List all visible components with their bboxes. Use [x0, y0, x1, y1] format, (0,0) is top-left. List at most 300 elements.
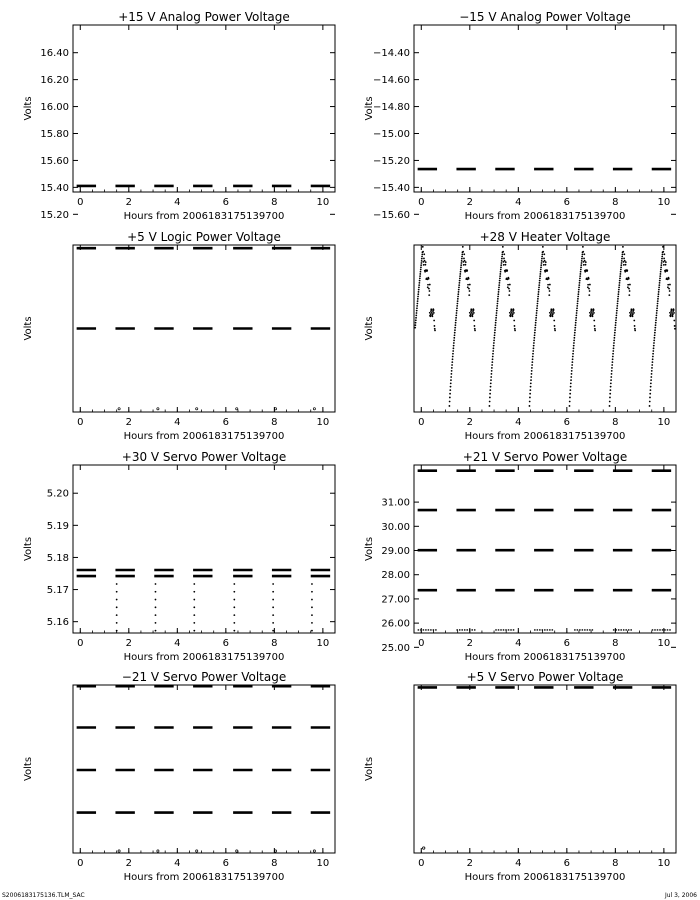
data-point: [577, 303, 579, 305]
data-point: [498, 284, 500, 286]
data-point: [630, 313, 632, 315]
data-point: [673, 312, 675, 314]
data-point: [591, 309, 593, 311]
data-point: [573, 345, 575, 347]
data-point: [535, 314, 537, 316]
data-point: [571, 373, 573, 375]
data-point: [658, 293, 660, 295]
data-point: [619, 282, 621, 284]
data-point: [490, 379, 492, 381]
data-point: [537, 296, 539, 298]
x-tick-label: 8: [612, 417, 619, 428]
data-point: [573, 340, 575, 342]
data-point: [633, 320, 635, 322]
footer-date: Jul 3, 2006: [664, 892, 697, 899]
data-point: [503, 258, 505, 260]
data-point: [554, 325, 556, 327]
data-point: [497, 296, 499, 298]
data-point: [612, 358, 614, 360]
data-point: [618, 284, 620, 286]
data-point: [311, 591, 313, 593]
data-point: [155, 606, 157, 608]
x-tick-label: 6: [222, 417, 230, 428]
data-point: [614, 337, 616, 339]
data-point: [579, 280, 581, 282]
data-point: [450, 386, 452, 388]
data-point: [501, 256, 503, 258]
data-point: [193, 606, 195, 608]
data-point: [474, 325, 476, 327]
x-axis-label: Hours from 2006183175139700: [123, 872, 285, 883]
data-point: [585, 261, 587, 263]
data-point: [420, 264, 422, 266]
data-point: [193, 583, 195, 585]
data-point: [673, 320, 675, 322]
data-point: [572, 358, 574, 360]
data-point: [433, 309, 435, 311]
data-point: [495, 317, 497, 319]
x-axis-label: Hours from 2006183175139700: [123, 211, 285, 222]
data-point: [658, 284, 660, 286]
chart-title: +21 V Servo Power Voltage: [462, 450, 628, 464]
data-point: [428, 288, 430, 290]
data-point: [580, 269, 582, 271]
data-point: [617, 298, 619, 300]
y-tick-label: 16.20: [40, 75, 69, 87]
data-point: [532, 350, 534, 352]
data-point: [548, 278, 550, 280]
chart-title: +30 V Servo Power Voltage: [121, 450, 287, 464]
data-point: [670, 315, 672, 317]
data-point: [653, 345, 655, 347]
data-point: [548, 288, 550, 290]
data-point: [500, 266, 502, 268]
data-point: [571, 370, 573, 372]
data-point: [460, 271, 462, 273]
data-point: [498, 286, 500, 288]
data-point: [509, 284, 511, 286]
data-point: [417, 300, 419, 302]
data-point: [583, 264, 585, 266]
data-point: [502, 251, 504, 253]
y-axis-label: Volts: [364, 96, 375, 121]
data-point: [672, 313, 674, 315]
data-point: [581, 253, 583, 255]
data-point: [654, 334, 656, 336]
data-point: [571, 364, 573, 366]
data-point: [421, 258, 423, 260]
y-tick-label: 30.00: [381, 521, 410, 533]
data-point: [272, 591, 274, 593]
data-point: [424, 271, 426, 273]
data-point: [500, 269, 502, 271]
data-point: [470, 313, 472, 315]
data-point: [541, 262, 543, 264]
y-tick-label: 16.00: [40, 102, 69, 114]
data-point: [507, 284, 509, 286]
data-point: [545, 264, 547, 266]
data-point: [575, 322, 577, 324]
data-point: [535, 322, 537, 324]
data-point: [494, 332, 496, 334]
data-point: [550, 313, 552, 315]
data-point: [610, 379, 612, 381]
data-point: [491, 361, 493, 363]
data-point: [418, 289, 420, 291]
data-point: [543, 264, 545, 266]
data-point: [662, 246, 664, 248]
data-point: [582, 251, 584, 253]
data-point: [650, 376, 652, 378]
data-point: [537, 303, 539, 305]
data-point: [454, 332, 456, 334]
data-point: [625, 261, 627, 263]
data-point: [569, 405, 571, 407]
data-point: [654, 337, 656, 339]
data-point: [660, 266, 662, 268]
data-point: [460, 266, 462, 268]
x-tick-label: 6: [222, 858, 230, 869]
data-point: [547, 284, 549, 286]
data-point: [429, 290, 431, 292]
data-point: [430, 313, 432, 315]
data-point: [545, 261, 547, 263]
y-tick-label: 16.40: [40, 48, 69, 60]
x-tick-label: 2: [125, 638, 132, 649]
y-tick-label: −15.60: [372, 209, 410, 221]
data-point: [609, 397, 611, 399]
data-point: [623, 253, 625, 255]
data-point: [615, 322, 617, 324]
data-point: [656, 310, 658, 312]
data-point: [454, 334, 456, 336]
data-point: [571, 361, 573, 363]
chart-title: +5 V Logic Power Voltage: [127, 230, 281, 244]
data-point: [534, 334, 536, 336]
data-point: [668, 288, 670, 290]
data-point: [660, 271, 662, 273]
x-tick-label: 0: [418, 858, 425, 869]
data-point: [585, 264, 587, 266]
data-point: [469, 315, 471, 317]
data-point: [469, 312, 471, 314]
data-point: [193, 630, 195, 632]
x-tick-label: 10: [316, 638, 330, 649]
data-point: [455, 317, 457, 319]
data-point: [423, 258, 425, 260]
data-point: [580, 271, 582, 273]
data-point: [233, 606, 235, 608]
data-point: [489, 389, 491, 391]
data-point: [572, 350, 574, 352]
data-point: [666, 269, 668, 271]
data-point: [418, 291, 420, 293]
data-point: [421, 256, 423, 258]
data-point: [629, 290, 631, 292]
data-point: [233, 630, 235, 632]
data-point: [577, 300, 579, 302]
data-point: [531, 373, 533, 375]
data-point: [537, 300, 539, 302]
data-point: [661, 258, 663, 260]
data-point: [474, 328, 476, 330]
data-point: [539, 275, 541, 277]
data-point: [650, 389, 652, 391]
data-point: [665, 261, 667, 263]
data-point: [496, 307, 498, 309]
data-point: [429, 284, 431, 286]
data-point: [416, 303, 418, 305]
data-point: [616, 307, 618, 309]
data-point: [468, 288, 470, 290]
data-point: [620, 266, 622, 268]
data-point: [574, 334, 576, 336]
y-tick-label: 15.60: [40, 155, 69, 167]
data-point: [531, 364, 533, 366]
data-point: [417, 293, 419, 295]
data-point: [272, 606, 274, 608]
data-point: [569, 401, 571, 403]
data-point: [657, 303, 659, 305]
data-point: [575, 314, 577, 316]
data-point: [493, 347, 495, 349]
data-point: [420, 262, 422, 264]
data-point: [610, 382, 612, 384]
y-tick-label: −14.60: [372, 75, 410, 87]
data-point: [451, 370, 453, 372]
data-point: [510, 315, 512, 317]
data-point: [535, 319, 537, 321]
data-point: [553, 320, 555, 322]
data-point: [415, 319, 417, 321]
data-point: [654, 329, 656, 331]
data-point: [588, 278, 590, 280]
data-point: [625, 264, 627, 266]
chart-title: +5 V Servo Power Voltage: [466, 670, 624, 684]
y-tick-label: 5.17: [46, 585, 69, 597]
data-point: [471, 309, 473, 311]
data-point: [272, 614, 274, 616]
data-point: [417, 298, 419, 300]
data-point: [630, 315, 632, 317]
data-point: [472, 315, 474, 317]
x-tick-label: 6: [563, 638, 571, 649]
data-point: [429, 315, 431, 317]
data-point: [614, 334, 616, 336]
y-tick-label: −14.80: [372, 102, 410, 114]
data-point: [539, 282, 541, 284]
data-point: [414, 324, 416, 326]
y-axis-label: Volts: [23, 96, 34, 121]
data-point: [653, 347, 655, 349]
y-tick-label: 5.20: [46, 488, 69, 500]
data-point: [456, 312, 458, 314]
data-point: [532, 353, 534, 355]
data-point: [531, 367, 533, 369]
data-point: [541, 260, 543, 262]
x-tick-label: 2: [466, 417, 473, 428]
data-point: [459, 280, 461, 282]
data-point: [460, 264, 462, 266]
data-point: [664, 271, 666, 273]
data-point: [628, 278, 630, 280]
data-point: [609, 393, 611, 395]
data-point: [500, 264, 502, 266]
data-point: [233, 599, 235, 601]
data-point: [417, 296, 419, 298]
data-point: [661, 260, 663, 262]
data-point: [508, 278, 510, 280]
x-tick-label: 8: [612, 197, 619, 208]
data-point: [577, 296, 579, 298]
data-point: [534, 332, 536, 334]
data-point: [657, 300, 659, 302]
data-point: [540, 271, 542, 273]
data-point: [652, 353, 654, 355]
data-point: [578, 289, 580, 291]
data-point: [532, 356, 534, 358]
y-tick-label: −15.40: [372, 182, 410, 194]
x-tick-label: 0: [77, 197, 84, 208]
data-point: [492, 356, 494, 358]
data-point: [620, 273, 622, 275]
data-point: [469, 290, 471, 292]
data-point: [118, 850, 120, 852]
data-point: [620, 264, 622, 266]
y-tick-label: 31.00: [381, 497, 410, 509]
x-tick-label: 6: [222, 197, 230, 208]
data-point: [468, 294, 470, 296]
data-point: [589, 284, 591, 286]
data-point: [118, 408, 120, 410]
data-point: [514, 330, 516, 332]
data-point: [455, 324, 457, 326]
data-point: [624, 271, 626, 273]
data-point: [236, 850, 238, 852]
x-tick-label: 4: [515, 638, 522, 649]
data-point: [459, 273, 461, 275]
data-point: [663, 258, 665, 260]
series-heater: [414, 246, 676, 407]
data-point: [493, 345, 495, 347]
data-point: [629, 312, 631, 314]
data-point: [461, 258, 463, 260]
data-point: [434, 328, 436, 330]
data-point: [656, 314, 658, 316]
data-point: [514, 328, 516, 330]
x-tick-label: 10: [657, 417, 671, 428]
data-point: [420, 266, 422, 268]
data-point: [455, 314, 457, 316]
data-point: [660, 273, 662, 275]
data-point: [537, 293, 539, 295]
data-point: [628, 294, 630, 296]
data-point: [494, 327, 496, 329]
data-point: [434, 325, 436, 327]
data-point: [658, 291, 660, 293]
data-point: [657, 298, 659, 300]
data-point: [537, 298, 539, 300]
data-point: [574, 332, 576, 334]
data-point: [579, 273, 581, 275]
y-tick-label: −15.00: [372, 129, 410, 140]
data-point: [499, 273, 501, 275]
data-point: [621, 260, 623, 262]
y-axis-label: Volts: [23, 536, 34, 562]
data-point: [580, 266, 582, 268]
data-point: [457, 303, 459, 305]
data-point: [461, 260, 463, 262]
y-tick-label: 29.00: [381, 546, 410, 558]
data-point: [570, 376, 572, 378]
data-point: [586, 269, 588, 271]
data-point: [609, 389, 611, 391]
y-tick-label: −15.20: [372, 155, 410, 167]
x-tick-label: 2: [466, 197, 473, 208]
data-point: [589, 312, 591, 314]
y-tick-label: 27.00: [381, 594, 410, 606]
x-tick-label: 0: [418, 417, 425, 428]
data-point: [657, 296, 659, 298]
x-tick-label: 8: [271, 197, 278, 208]
data-point: [623, 258, 625, 260]
data-point: [496, 312, 498, 314]
data-point: [489, 393, 491, 395]
x-axis-label: Hours from 2006183175139700: [123, 652, 285, 663]
data-point: [619, 275, 621, 277]
data-point: [570, 379, 572, 381]
data-point: [449, 397, 451, 399]
data-point: [419, 277, 421, 279]
data-point: [554, 330, 556, 332]
x-tick-label: 2: [466, 858, 473, 869]
data-point: [622, 246, 624, 248]
x-axis-label: Hours from 2006183175139700: [464, 872, 626, 883]
data-point: [617, 300, 619, 302]
x-tick-label: 2: [125, 197, 132, 208]
data-point: [610, 386, 612, 388]
data-point: [613, 347, 615, 349]
data-point: [576, 305, 578, 307]
data-point: [529, 397, 531, 399]
data-point: [416, 307, 418, 309]
data-point: [627, 284, 629, 286]
x-tick-label: 10: [657, 197, 671, 208]
data-point: [196, 408, 198, 410]
data-point: [536, 307, 538, 309]
data-point: [431, 315, 433, 317]
data-point: [578, 291, 580, 293]
data-point: [593, 309, 595, 311]
data-point: [311, 606, 313, 608]
data-point: [633, 309, 635, 311]
data-point: [615, 324, 617, 326]
data-point: [655, 324, 657, 326]
x-tick-label: 0: [418, 638, 425, 649]
x-axis-label: Hours from 2006183175139700: [464, 431, 626, 442]
data-point: [313, 408, 315, 410]
data-point: [581, 256, 583, 258]
x-tick-label: 4: [174, 638, 181, 649]
x-axis-label: Hours from 2006183175139700: [464, 211, 626, 222]
data-point: [415, 322, 417, 324]
data-point: [508, 288, 510, 290]
data-point: [501, 262, 503, 264]
chart-panel-8: [364, 670, 676, 900]
chart-title: −21 V Servo Power Voltage: [121, 670, 287, 684]
data-point: [418, 282, 420, 284]
data-point: [538, 291, 540, 293]
